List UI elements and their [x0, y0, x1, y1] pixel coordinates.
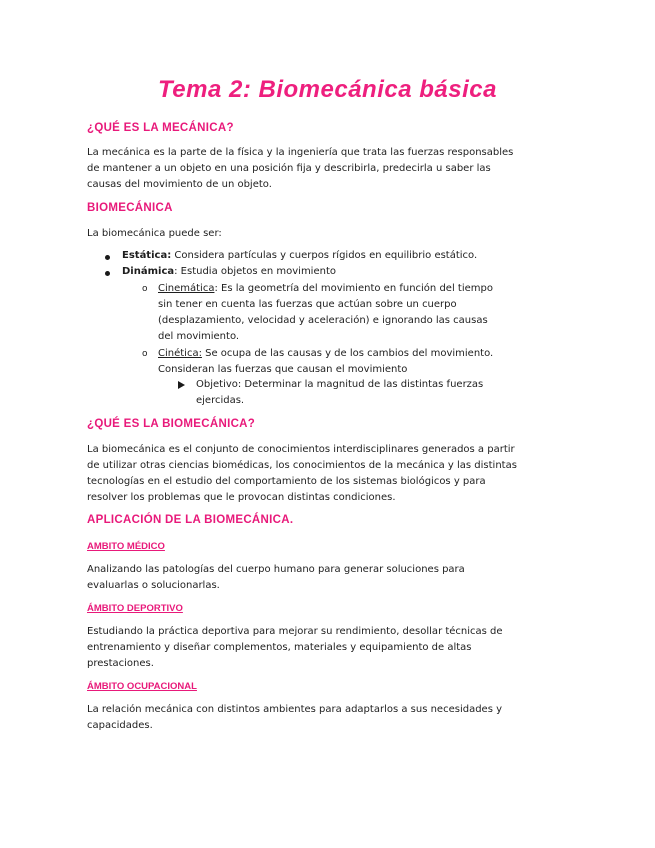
term-cinematica: Cinemática [158, 283, 215, 294]
text-cinematica: : Es la geometría del movimiento en función del tiempo sin tener en cuenta las fuerzas que actúan sobre un cuerpo (desplazamiento, velocidad y aceleración) e ignorando las causas del movimiento. [158, 283, 493, 342]
list-item-cinetica [158, 346, 503, 378]
text-cinetica: Se ocupa de las causas y de los cambios del movimiento. Consideran las fuerzas que causan el movimiento [158, 348, 494, 375]
subheading-ambito-medico: AMBITO MÉDICO [87, 541, 165, 552]
list-item-objetivo: Objetivo: Determinar la magnitud de las distintas fuerzas ejercidas. [196, 379, 484, 406]
heading-que-es-biomecanica: ¿QUÉ ES LA BIOMECÁNICA? [87, 418, 256, 430]
list-item-estatica [122, 248, 532, 264]
circle-bullet-icon: o [142, 284, 148, 294]
heading-aplicacion: APLICACIÓN DE LA BIOMECÁNICA. [87, 514, 294, 526]
circle-bullet-icon: o [142, 349, 148, 359]
subheading-ambito-deportivo: ÁMBITO DEPORTIVO [87, 603, 183, 614]
heading-que-es-mecanica: ¿QUÉ ES LA MECÁNICA? [87, 122, 234, 134]
heading-biomecanica: BIOMECÁNICA [87, 202, 173, 214]
list-item-cinematica [158, 281, 503, 345]
text-estatica: Considera partículas y cuerpos rígidos en equilibrio estático. [171, 250, 478, 261]
bullet-icon [105, 255, 110, 260]
term-estatica: Estática: [122, 250, 172, 261]
arrow-bullet-icon [178, 381, 185, 389]
paragraph-que-es-biomecanica: La biomecánica es el conjunto de conocimientos interdisciplinares generados a partir de utilizar otras ciencias biomédicas, los conocimientos de la mecánica y las distintas tecnologías en el estudio del comportamiento de los sistemas biológicos y para resolver los problemas que le provocan distintas condiciones. [87, 444, 517, 503]
term-cinetica: Cinética: [158, 348, 202, 359]
bullet-icon [105, 271, 110, 276]
paragraph-ambito-deportivo: Estudiando la práctica deportiva para mejorar su rendimiento, desollar técnicas de entrenamiento y diseñar complementos, materiales y equipamiento de altas prestaciones. [87, 626, 503, 669]
page-title: Tema 2: Biomecánica básica [158, 76, 497, 103]
paragraph-ambito-ocupacional: La relación mecánica con distintos ambientes para adaptarlos a sus necesidades y capacidades. [87, 704, 503, 731]
paragraph-biomecanica-intro: La biomecánica puede ser: [87, 228, 222, 239]
list-item-dinamica [122, 264, 532, 280]
text-dinamica: : Estudia objetos en movimiento [174, 266, 336, 277]
paragraph-ambito-medico: Analizando las patologías del cuerpo humano para generar soluciones para evaluarlas o solucionarlas. [87, 564, 465, 591]
term-dinamica: Dinámica [122, 266, 175, 277]
paragraph-mecanica: La mecánica es la parte de la física y la ingeniería que trata las fuerzas responsables de mantener a un objeto en una posición fija y describirla, predecirla u saber las causas del movimiento de un objeto. [87, 147, 514, 190]
subheading-ambito-ocupacional: ÁMBITO OCUPACIONAL [87, 681, 197, 692]
